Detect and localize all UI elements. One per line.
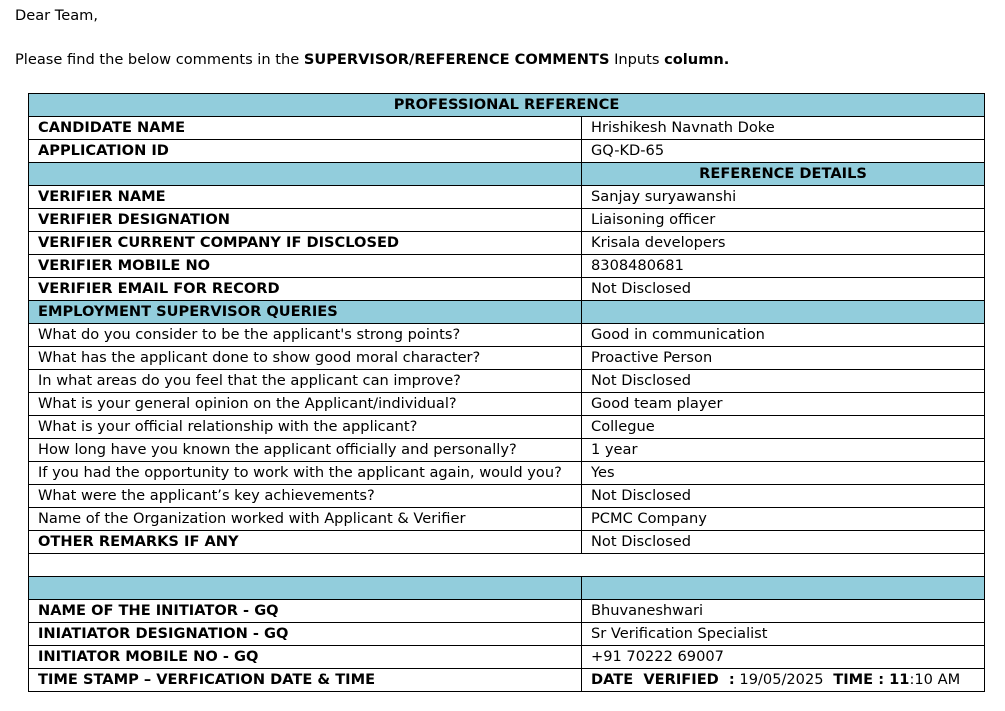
intro-mid: Inputs xyxy=(609,51,665,68)
intro-line xyxy=(15,51,729,68)
intro-bold-column: SUPERVISOR/REFERENCE COMMENTS xyxy=(303,51,610,68)
query-row xyxy=(29,485,985,508)
row-value: Sanjay suryawanshi xyxy=(582,186,985,209)
reference-details-header: REFERENCE DETAILS xyxy=(582,163,985,186)
spacer-row xyxy=(29,554,985,577)
row-value: Good in communication xyxy=(582,324,985,347)
verifier-row xyxy=(29,278,985,301)
greeting: Dear Team, xyxy=(15,7,99,24)
row-value: Collegue xyxy=(582,416,985,439)
time-rest: :10 AM xyxy=(909,671,961,688)
row-value: Sr Verification Specialist xyxy=(582,623,985,646)
row-label: What is your general opinion on the Applicant/individual? xyxy=(29,393,582,416)
verifier-row xyxy=(29,186,985,209)
header-blank-cell xyxy=(582,577,985,600)
row-label: Name of the Organization worked with Applicant & Verifier xyxy=(29,508,582,531)
initiator-row xyxy=(29,600,985,623)
intro-pre: Please find the below comments in the xyxy=(15,51,304,68)
row-value: Yes xyxy=(582,462,985,485)
row-value xyxy=(582,669,985,692)
row-value: Proactive Person xyxy=(582,347,985,370)
row-value: Not Disclosed xyxy=(582,278,985,301)
query-row xyxy=(29,324,985,347)
date-verified-value: 19/05/2025 xyxy=(734,671,829,688)
row-value: GQ-KD-65 xyxy=(582,140,985,163)
row-label: INITIATOR MOBILE NO - GQ xyxy=(29,646,582,669)
queries-header: EMPLOYMENT SUPERVISOR QUERIES xyxy=(29,301,582,324)
time-hour: 11 xyxy=(889,671,910,688)
row-value: Krisala developers xyxy=(582,232,985,255)
header-blank-cell xyxy=(29,577,582,600)
candidate-row xyxy=(29,117,985,140)
row-value: Not Disclosed xyxy=(582,485,985,508)
candidate-row xyxy=(29,140,985,163)
row-label: APPLICATION ID xyxy=(29,140,582,163)
row-value: Not Disclosed xyxy=(582,370,985,393)
other-remarks-row xyxy=(29,531,985,554)
intro-bold-end: column. xyxy=(664,51,730,68)
date-verified-label: DATE VERIFIED : xyxy=(591,671,735,688)
row-label: If you had the opportunity to work with the applicant again, would you? xyxy=(29,462,582,485)
row-label: What is your official relationship with the applicant? xyxy=(29,416,582,439)
initiator-row xyxy=(29,623,985,646)
table-title: PROFESSIONAL REFERENCE xyxy=(29,94,985,117)
reference-details-header-row xyxy=(29,163,985,186)
row-value: Liaisoning officer xyxy=(582,209,985,232)
professional-reference-table xyxy=(28,93,985,692)
row-label: What were the applicant’s key achievements? xyxy=(29,485,582,508)
row-label: VERIFIER MOBILE NO xyxy=(29,255,582,278)
row-label: NAME OF THE INITIATOR - GQ xyxy=(29,600,582,623)
row-label: VERIFIER NAME xyxy=(29,186,582,209)
table-title-row xyxy=(29,94,985,117)
row-label: TIME STAMP – VERFICATION DATE & TIME xyxy=(29,669,582,692)
time-label: TIME : xyxy=(828,671,890,688)
query-row xyxy=(29,462,985,485)
verifier-row xyxy=(29,255,985,278)
queries-header-row xyxy=(29,301,985,324)
row-label: In what areas do you feel that the applicant can improve? xyxy=(29,370,582,393)
row-label: OTHER REMARKS IF ANY xyxy=(29,531,582,554)
header-blank-cell xyxy=(29,163,582,186)
query-row xyxy=(29,393,985,416)
row-value: Not Disclosed xyxy=(582,531,985,554)
row-value: PCMC Company xyxy=(582,508,985,531)
query-row xyxy=(29,439,985,462)
initiator-row xyxy=(29,646,985,669)
row-label: INIATIATOR DESIGNATION - GQ xyxy=(29,623,582,646)
row-value: Bhuvaneshwari xyxy=(582,600,985,623)
row-label: What has the applicant done to show good moral character? xyxy=(29,347,582,370)
verifier-row xyxy=(29,232,985,255)
row-value: 1 year xyxy=(582,439,985,462)
row-value: Good team player xyxy=(582,393,985,416)
timestamp-row xyxy=(29,669,985,692)
row-label: What do you consider to be the applicant's strong points? xyxy=(29,324,582,347)
row-value: +91 70222 69007 xyxy=(582,646,985,669)
row-label: VERIFIER DESIGNATION xyxy=(29,209,582,232)
query-row xyxy=(29,347,985,370)
header-blank-cell xyxy=(582,301,985,324)
row-value: Hrishikesh Navnath Doke xyxy=(582,117,985,140)
row-label: VERIFIER CURRENT COMPANY IF DISCLOSED xyxy=(29,232,582,255)
query-row xyxy=(29,370,985,393)
row-label: How long have you known the applicant officially and personally? xyxy=(29,439,582,462)
verifier-row xyxy=(29,209,985,232)
spacer-cell xyxy=(29,554,985,577)
row-label: CANDIDATE NAME xyxy=(29,117,582,140)
query-row xyxy=(29,416,985,439)
blue-spacer-row xyxy=(29,577,985,600)
row-label: VERIFIER EMAIL FOR RECORD xyxy=(29,278,582,301)
row-value: 8308480681 xyxy=(582,255,985,278)
query-row xyxy=(29,508,985,531)
